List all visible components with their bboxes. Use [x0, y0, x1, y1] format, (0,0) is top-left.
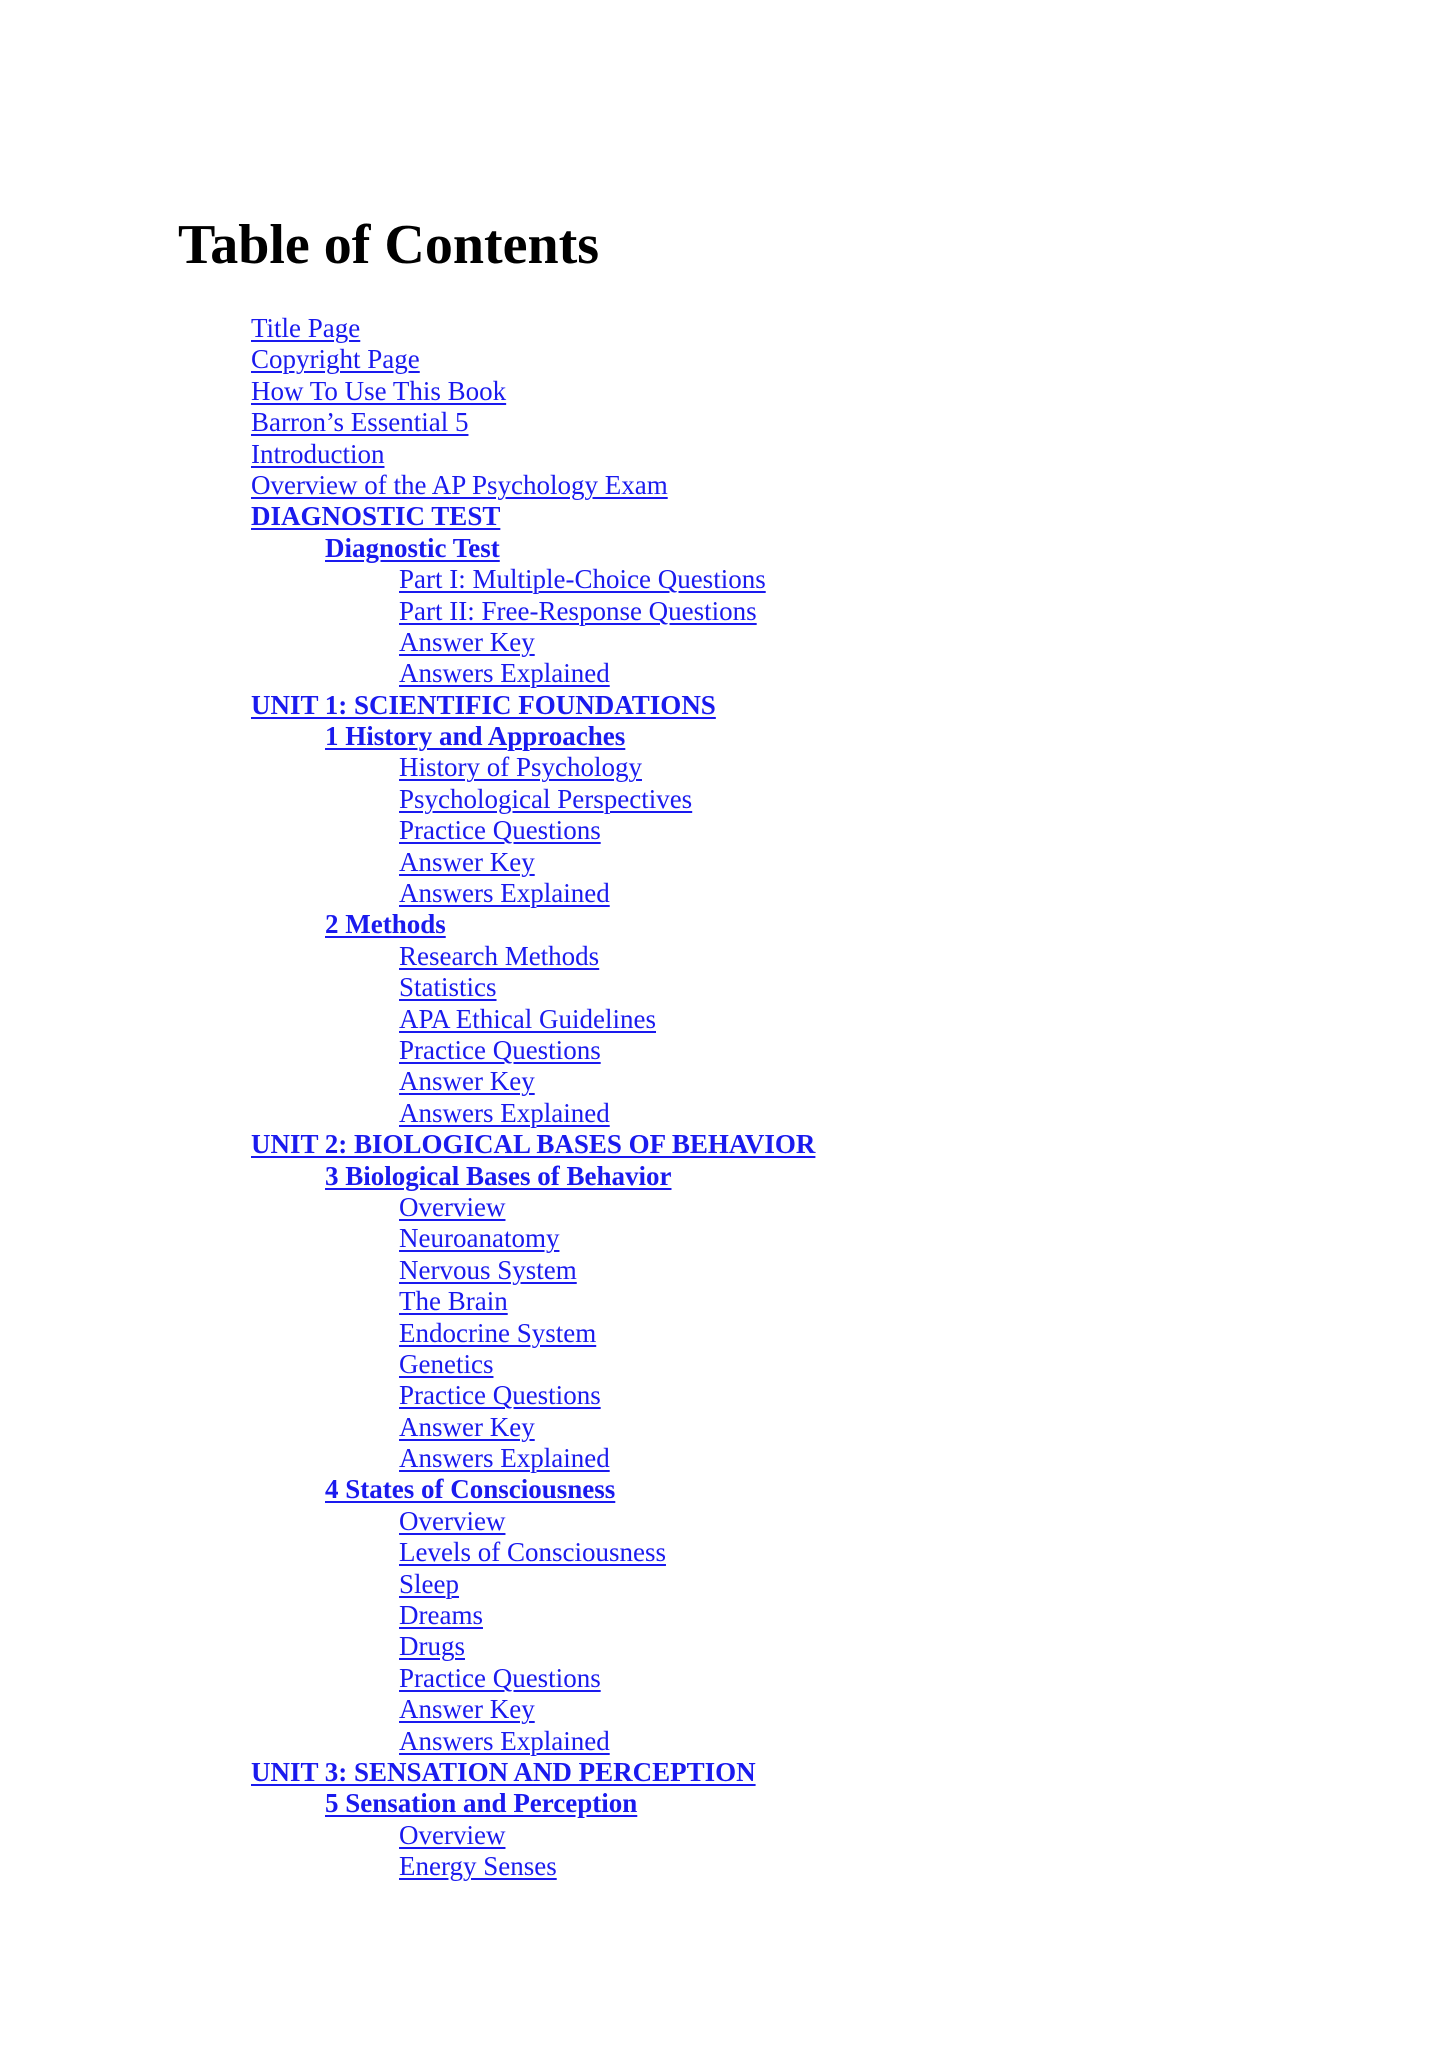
toc-link[interactable]: Sleep [399, 1568, 459, 1599]
toc-link[interactable]: DIAGNOSTIC TEST [251, 501, 501, 532]
toc-entry [0, 784, 815, 815]
toc-entry [0, 847, 815, 878]
toc-entry [0, 941, 815, 972]
toc-link[interactable]: 1 History and Approaches [325, 721, 626, 752]
toc-link[interactable]: Nervous System [399, 1254, 577, 1285]
toc-link[interactable]: Part I: Multiple-Choice Questions [399, 564, 766, 595]
toc-entry [0, 1380, 815, 1411]
toc-entry [0, 407, 815, 438]
toc-link[interactable]: Overview [399, 1819, 506, 1850]
toc-link[interactable]: Barron’s Essential 5 [251, 407, 469, 438]
toc-entry [0, 470, 815, 501]
toc-link[interactable]: Dreams [399, 1600, 483, 1631]
toc-link[interactable]: Practice Questions [399, 1380, 601, 1411]
toc-link[interactable]: Practice Questions [399, 1662, 601, 1693]
toc-link[interactable]: Answers Explained [399, 658, 610, 689]
toc-entry [0, 1757, 815, 1788]
toc-link[interactable]: Answers Explained [399, 1443, 610, 1474]
toc-entry [0, 972, 815, 1003]
toc-link[interactable]: Introduction [251, 438, 385, 469]
toc-link[interactable]: Research Methods [399, 940, 600, 971]
toc-entry [0, 1129, 815, 1160]
toc-entry [0, 533, 815, 564]
toc-entry [0, 1506, 815, 1537]
toc-link[interactable]: Answers Explained [399, 878, 610, 909]
toc-entry [0, 1349, 815, 1380]
toc-entry [0, 1443, 815, 1474]
toc-link[interactable]: Answer Key [399, 1066, 535, 1097]
toc-link[interactable]: Psychological Perspectives [399, 783, 693, 814]
toc-entry [0, 1631, 815, 1662]
page-title: Table of Contents [178, 214, 600, 276]
toc-entry [0, 1537, 815, 1568]
toc-link[interactable]: Overview of the AP Psychology Exam [251, 469, 668, 500]
toc-link[interactable]: Statistics [399, 972, 497, 1003]
toc-link[interactable]: Part II: Free-Response Questions [399, 595, 757, 626]
toc-link[interactable]: How To Use This Book [251, 375, 507, 406]
toc-entry [0, 721, 815, 752]
toc-entry [0, 344, 815, 375]
toc-link[interactable]: Answers Explained [399, 1725, 610, 1756]
toc-entry [0, 1255, 815, 1286]
toc-entry [0, 878, 815, 909]
toc-entry [0, 1820, 815, 1851]
toc-entry [0, 1066, 815, 1097]
toc-link[interactable]: Copyright Page [251, 344, 420, 375]
toc-entry [0, 596, 815, 627]
toc-entry [0, 690, 815, 721]
toc-link[interactable]: Drugs [399, 1631, 465, 1662]
toc-entry [0, 501, 815, 532]
toc-link[interactable]: Answers Explained [399, 1097, 610, 1128]
toc-link[interactable]: 4 States of Consciousness [325, 1474, 616, 1505]
toc-entry [0, 376, 815, 407]
toc-link[interactable]: APA Ethical Guidelines [399, 1003, 656, 1034]
toc-entry [0, 627, 815, 658]
toc-entry [0, 1098, 815, 1129]
toc-entry [0, 1192, 815, 1223]
toc-entry [0, 658, 815, 689]
toc-entry [0, 1318, 815, 1349]
toc-link[interactable]: Title Page [251, 313, 361, 343]
toc-link[interactable]: Answer Key [399, 1411, 535, 1442]
toc-link[interactable]: Answer Key [399, 626, 535, 657]
toc-entry [0, 1004, 815, 1035]
toc-entry [0, 752, 815, 783]
toc-link[interactable]: 2 Methods [325, 909, 446, 940]
toc-link[interactable]: 3 Biological Bases of Behavior [325, 1160, 672, 1191]
toc-link[interactable]: Overview [399, 1505, 506, 1536]
toc-link[interactable]: Diagnostic Test [325, 532, 500, 563]
toc-entry [0, 1788, 815, 1819]
toc-link[interactable]: Practice Questions [399, 1034, 601, 1065]
toc-link[interactable]: Levels of Consciousness [399, 1537, 666, 1568]
toc-entry [0, 313, 815, 344]
toc-link[interactable]: Answer Key [399, 846, 535, 877]
toc-link[interactable]: Answer Key [399, 1694, 535, 1725]
toc-list [0, 313, 815, 1883]
toc-link[interactable]: Neuroanatomy [399, 1223, 560, 1254]
toc-link[interactable]: Overview [399, 1191, 506, 1222]
toc-entry [0, 1663, 815, 1694]
toc-entry [0, 1694, 815, 1725]
toc-link[interactable]: Practice Questions [399, 815, 601, 846]
toc-link[interactable]: The Brain [399, 1286, 508, 1317]
toc-link[interactable]: Genetics [399, 1348, 494, 1379]
toc-link[interactable]: UNIT 1: SCIENTIFIC FOUNDATIONS [251, 689, 716, 720]
toc-link[interactable]: UNIT 2: BIOLOGICAL BASES OF BEHAVIOR [251, 1129, 816, 1160]
toc-link[interactable]: History of Psychology [399, 752, 642, 783]
toc-entry [0, 1474, 815, 1505]
toc-entry [0, 1600, 815, 1631]
toc-entry [0, 909, 815, 940]
toc-entry [0, 1035, 815, 1066]
toc-entry [0, 1223, 815, 1254]
toc-entry [0, 1851, 815, 1882]
toc-entry [0, 1726, 815, 1757]
toc-entry [0, 564, 815, 595]
toc-link[interactable]: Endocrine System [399, 1317, 597, 1348]
toc-entry [0, 1286, 815, 1317]
toc-entry [0, 439, 815, 470]
toc-link[interactable]: UNIT 3: SENSATION AND PERCEPTION [251, 1756, 756, 1787]
toc-entry [0, 1569, 815, 1600]
toc-link[interactable]: 5 Sensation and Perception [325, 1788, 638, 1819]
toc-entry [0, 815, 815, 846]
toc-link[interactable]: Energy Senses [399, 1851, 557, 1882]
toc-entry [0, 1161, 815, 1192]
toc-entry [0, 1412, 815, 1443]
